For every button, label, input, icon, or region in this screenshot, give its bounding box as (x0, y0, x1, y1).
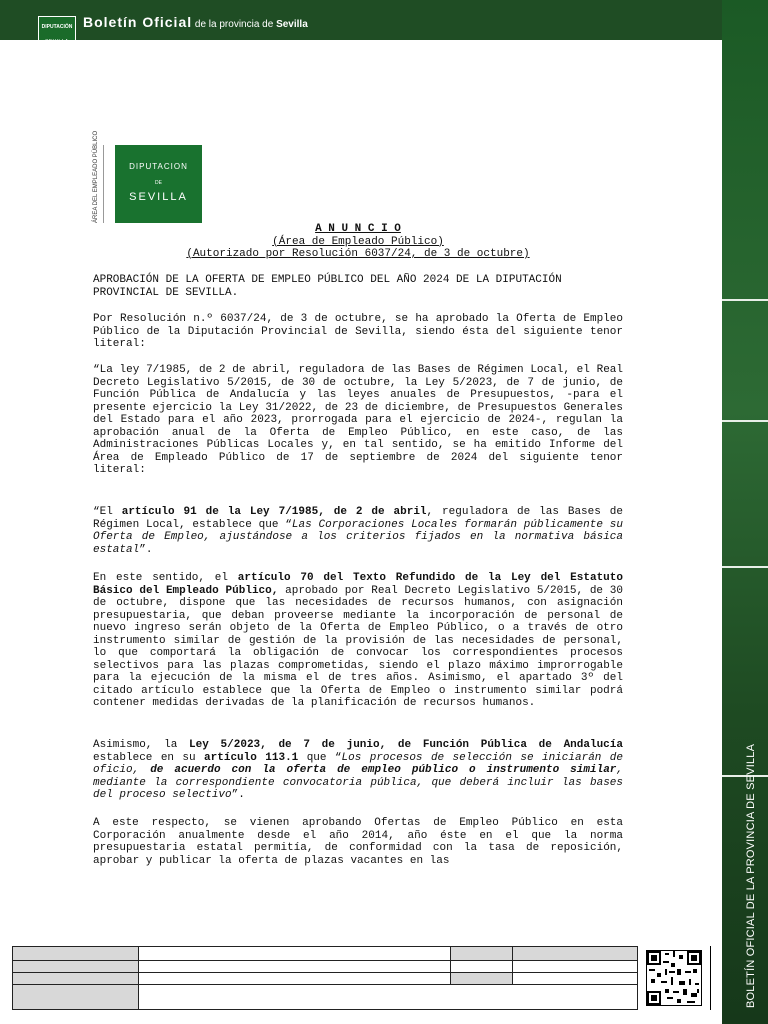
table-cell (13, 973, 139, 985)
paragraph-5 (93, 739, 623, 802)
paragraph-4 (93, 572, 623, 710)
area-label-rule (103, 145, 104, 223)
qr-divider (710, 946, 711, 1010)
table-cell (139, 973, 451, 985)
sidebar-vertical-title: BOLETÍN OFICIAL DE LA PROVINCIA DE SEVILLA (745, 743, 757, 1008)
p5-italic-1: Los procesos de selección se iniciarán de oficio, (93, 751, 624, 776)
p5-i: ”. (231, 789, 245, 801)
header-title (83, 14, 308, 32)
header-title-bold: Boletín Oficial (83, 14, 193, 30)
heading-anuncio: A N U N C I O (315, 223, 401, 235)
paragraph-3 (93, 506, 623, 556)
p3-e: ”. (139, 543, 153, 556)
p3-c: , reguladora de las Bases de Régimen Local, establece que “ (93, 506, 623, 531)
table-cell (513, 961, 637, 973)
table-cell (513, 973, 637, 985)
p4-bold: artículo 70 del Texto Refundido de la Ley del Estatuto Básico del Empleado Público, (93, 572, 623, 597)
p3-a: “El (93, 506, 122, 518)
qr-code-graphic (647, 951, 701, 1005)
p5-bold-law: Ley 5/2023, de 7 de junio, de Función Pública de Andalucía (189, 739, 623, 751)
heading-authorized: (Autorizado por Resolución 6037/24, de 3 de octubre) (186, 248, 530, 260)
table-cell (13, 961, 139, 973)
table-cell (451, 973, 513, 985)
logo-line1: DIPUTACIÓN (41, 24, 73, 30)
sidebar-divider (722, 566, 768, 568)
subject-text: APROBACIÓN DE LA OFERTA DE EMPLEO PÚBLICO DEL AÑO 2024 DE LA DIPUTACIÓN PROVINCIAL DE SEVILLA. (93, 274, 562, 299)
sidebar-divider (722, 299, 768, 301)
paragraph-2 (93, 364, 623, 477)
p3-bold: artículo 91 de la Ley 7/1985, de 2 de abril (121, 506, 427, 518)
table-cell (13, 985, 139, 1009)
p4-c: aprobado por Real Decreto Legislativo 5/2015, de 30 de octubre, dispone que las necesidades de recursos humanos, con asignación presupuestaria, que deban proveerse mediante la incorporación de personal de nuevo ingreso serán objeto de la Oferta de Empleo Público, o a través de otro instrumento similar de gestión de la provisión de las necesidades de personal, lo que comportará la obligación de convocar los correspondientes procesos selectivos para las plazas comprometidas, siendo el plazo máximo improrrogable para la ejecución de la misma el de tres años. Asimismo, el apartado 3º del citado artículo establece que la Oferta de Empleo o instrumento similar podrá contener medidas derivadas de la planificación de recursos humanos. (93, 584, 623, 709)
page-header (0, 0, 722, 40)
heading-area: (Área de Empleado Público) (272, 235, 444, 248)
paragraph-6-text: A este respecto, se vienen aprobando Ofertas de Empleo Público en esta Corporación anualmente desde el año 2014, año éste en el que la norma presupuestaria estatal permitía, de conformidad con la tasa de reposición, aprobar y publicar la oferta de plazas vacantes en las (93, 817, 623, 867)
p5-c: establece en su (93, 751, 205, 764)
p5-italic-2: , mediante la correspondiente convocatoria pública, que deberá incluir las bases del proceso selectivo (93, 764, 624, 801)
sidebar-divider (722, 420, 768, 422)
header-title-rest: de la provincia de (192, 19, 277, 30)
p4-a: En este sentido, el (93, 572, 238, 584)
table-cell (13, 947, 139, 961)
paragraph-6 (93, 817, 623, 867)
signature-table (12, 946, 638, 1010)
table-cell (139, 985, 637, 1009)
paragraph-1 (93, 313, 623, 351)
qr-code (646, 950, 702, 1006)
area-label-text: ÁREA DEL EMPLEADO PÚBLICO (93, 130, 99, 223)
area-label (93, 130, 111, 223)
table-cell (451, 947, 513, 961)
header-title-place: Sevilla (276, 19, 308, 30)
announcement-heading (93, 223, 623, 261)
subject-paragraph (93, 274, 623, 299)
p5-e: que “ (298, 751, 342, 764)
p3-italic: Las Corporaciones Locales formarán públicamente su Oferta de Empleo, ajustándose a los criterios fijados en la normativa básica estatal (93, 518, 623, 556)
logo-de: DE (155, 180, 162, 186)
p5-a: Asimismo, la (93, 739, 190, 751)
paragraph-1-text: Por Resolución n.º 6037/24, de 3 de octubre, se ha aprobado la Oferta de Empleo Público de la Diputación Provincial de Sevilla, siendo ésta del siguiente tenor literal: (93, 313, 623, 350)
diputacion-logo (115, 145, 202, 223)
p5-bold-article: artículo 113.1 (204, 751, 299, 764)
logo-arc-text: DIPUTACION (129, 162, 188, 171)
logo-name: SEVILLA (129, 191, 188, 203)
table-cell (451, 961, 513, 973)
table-cell (139, 947, 451, 961)
table-cell (513, 947, 637, 961)
table-cell (139, 961, 451, 973)
p5-bold-italic: de acuerdo con la oferta de empleo público o instrumento similar (150, 764, 617, 776)
paragraph-2-text: “La ley 7/1985, de 2 de abril, reguladora de las Bases de Régimen Local, el Real Decreto Legislativo 5/2015, de 30 de octubre, la Ley 5/2023, de 7 de junio, de Función Pública de Andalucía y las leyes anuales de Presupuestos, -para el presente ejercicio la Ley 31/2022, de 23 de diciembre, de Presupuestos Generales del Estado para el año 2023, prorrogada para el ejercicio de 2024-, regulan la aprobación anual de la Oferta de Empleo Público, en este caso, de las Administraciones Públicas Locales y, en tal sentido, se ha emitido Informe del Área de Empleado Público de 17 de septiembre de 2024 del siguiente tenor literal: (93, 364, 623, 476)
